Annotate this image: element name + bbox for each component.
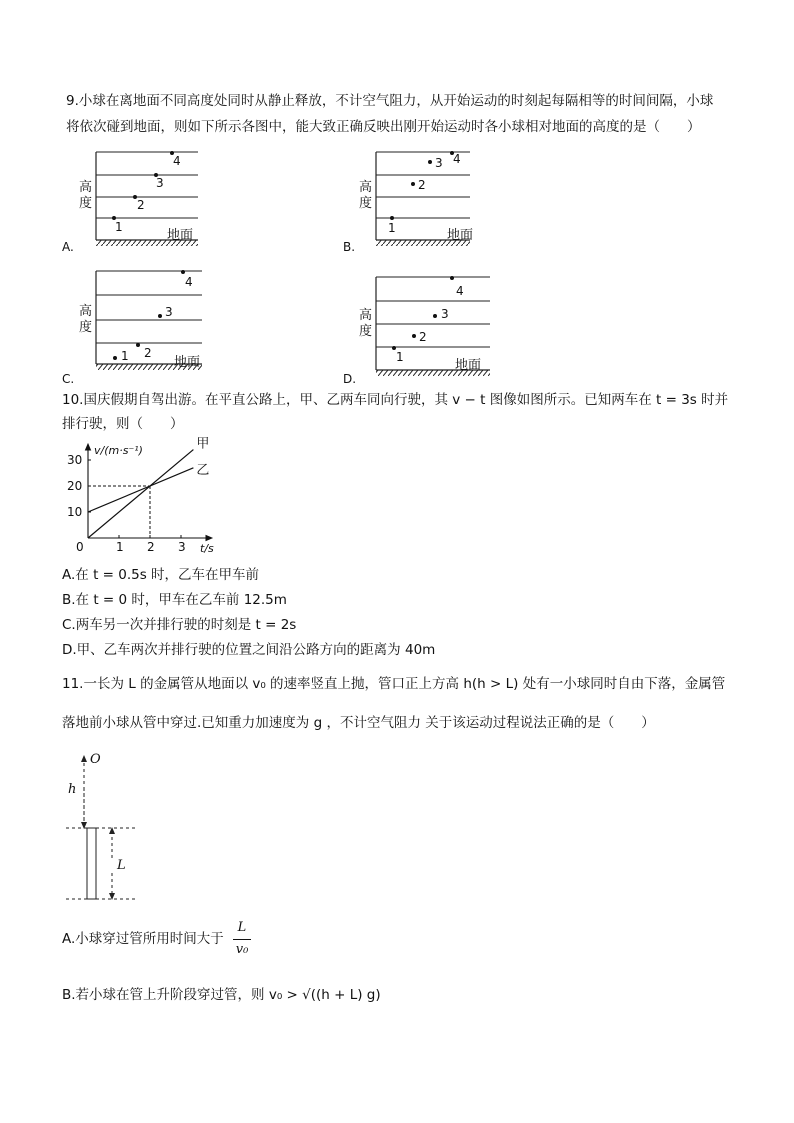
y-tick-label: 30 [67, 453, 83, 467]
label-l: L [117, 858, 126, 873]
ball-label-2: 2 [137, 198, 145, 212]
ball-3 [158, 314, 162, 318]
q10-option-c: C.两车另一次并排行驶的时刻是 t = 2s [62, 617, 297, 633]
axis-label-degree: 度 [359, 324, 373, 339]
axis-label-high: 高 [79, 304, 93, 319]
metal-tube [87, 828, 96, 899]
q10-option-b: B.在 t = 0 时，甲车在乙车前 12.5m [62, 592, 287, 608]
axis-label-high: 高 [79, 180, 93, 195]
ground-label: 地面 [447, 228, 474, 243]
ball-2 [411, 182, 415, 186]
series-label-yi: 乙 [196, 462, 210, 478]
ball-4 [181, 270, 185, 274]
ball-2 [136, 343, 140, 347]
series-label-jia: 甲 [196, 436, 210, 452]
ball-1 [113, 356, 117, 360]
q9-diagram-a [78, 148, 218, 248]
q10-option-a: A.在 t = 0.5s 时，乙车在甲车前 [62, 567, 260, 583]
q9-stem-line2: 将依次碰到地面，则如下所示各图中，能大致正确反映出刚开始运动时各小球相对地面的高度的是（ ） [66, 119, 701, 135]
axis-label-degree: 度 [359, 196, 373, 211]
ball-label-1: 1 [396, 350, 404, 364]
ball-label-3: 3 [156, 176, 164, 190]
fraction-numerator: L [237, 920, 247, 935]
ball-label-2: 2 [418, 178, 426, 192]
ball-label-1: 1 [115, 220, 123, 234]
q10-stem-line2: 排行驶，则（ ） [62, 416, 184, 432]
ball-3 [428, 160, 432, 164]
q11-option-b: B.若小球在管上升阶段穿过管，则 v₀ > √((h + L) g) [62, 987, 381, 1003]
label-h: h [68, 782, 77, 797]
y-tick-label: 20 [67, 479, 83, 493]
x-tick-label: 0 [76, 540, 84, 554]
series-line-jia [88, 450, 193, 538]
option-d-label: D. [343, 372, 357, 386]
ball-label-2: 2 [144, 346, 152, 360]
y-tick-label: 10 [67, 505, 83, 519]
label-o: O [90, 752, 101, 767]
x-axis-label: t/s [200, 542, 214, 555]
q10-stem-line1: 10.国庆假期自驾出游。在平直公路上，甲、乙两车同向行驶，其 v − t 图像如图所示。已知两车在 t = 3s 时并 [62, 392, 729, 408]
option-b-label: B. [343, 240, 356, 254]
q11-tube-diagram [62, 748, 152, 908]
q9-diagram-b [358, 148, 498, 248]
ground-label: 地面 [455, 358, 482, 373]
ball-label-3: 3 [165, 305, 173, 319]
option-c-label: C. [62, 372, 75, 386]
q11-option-a-text: A.小球穿过管所用时间大于 [62, 931, 224, 947]
ball-label-4: 4 [453, 152, 461, 166]
ball-label-1: 1 [121, 349, 129, 363]
ball-label-4: 4 [185, 275, 193, 289]
ground-label: 地面 [167, 228, 194, 243]
ball-label-3: 3 [435, 156, 443, 170]
q11-stem-line1: 11.一长为 L 的金属管从地面以 v₀ 的速率竖直上抛，管口正上方高 h(h > L) 处有一小球同时自由下落，金属管 [62, 676, 726, 692]
q11-stem-line2: 落地前小球从管中穿过.已知重力加速度为 g ，不计空气阻力 关于该运动过程说法正确的是（ ） [62, 715, 655, 731]
y-axis-label: v/(m·s⁻¹) [94, 444, 143, 457]
ball-label-4: 4 [173, 154, 181, 168]
ball-label-2: 2 [419, 330, 427, 344]
ball-label-1: 1 [388, 221, 396, 235]
axis-label-high: 高 [359, 308, 373, 323]
axis-label-degree: 度 [79, 320, 93, 335]
x-tick-label: 3 [178, 540, 186, 554]
ball-1 [390, 216, 394, 220]
q10-option-d: D.甲、乙车两次并排行驶的位置之间沿公路方向的距离为 40m [62, 642, 436, 658]
ground-label: 地面 [174, 355, 201, 370]
x-tick-label: 1 [116, 540, 124, 554]
x-tick-label: 2 [147, 540, 155, 554]
option-a-label: A. [62, 240, 74, 254]
q9-stem-line1: 9.小球在离地面不同高度处同时从静止释放，不计空气阻力，从开始运动的时刻起每隔相等的时间间隔，小球 [66, 93, 714, 109]
series-line-yi [88, 468, 193, 512]
ball-label-4: 4 [456, 284, 464, 298]
q10-vt-chart [60, 436, 230, 560]
axis-label-high: 高 [359, 180, 373, 195]
ball-2 [412, 334, 416, 338]
ball-3 [433, 314, 437, 318]
ball-label-3: 3 [441, 307, 449, 321]
fraction-denominator: v₀ [235, 942, 249, 957]
fraction-bar [233, 939, 251, 940]
axis-label-degree: 度 [79, 196, 93, 211]
ball-4 [450, 276, 454, 280]
